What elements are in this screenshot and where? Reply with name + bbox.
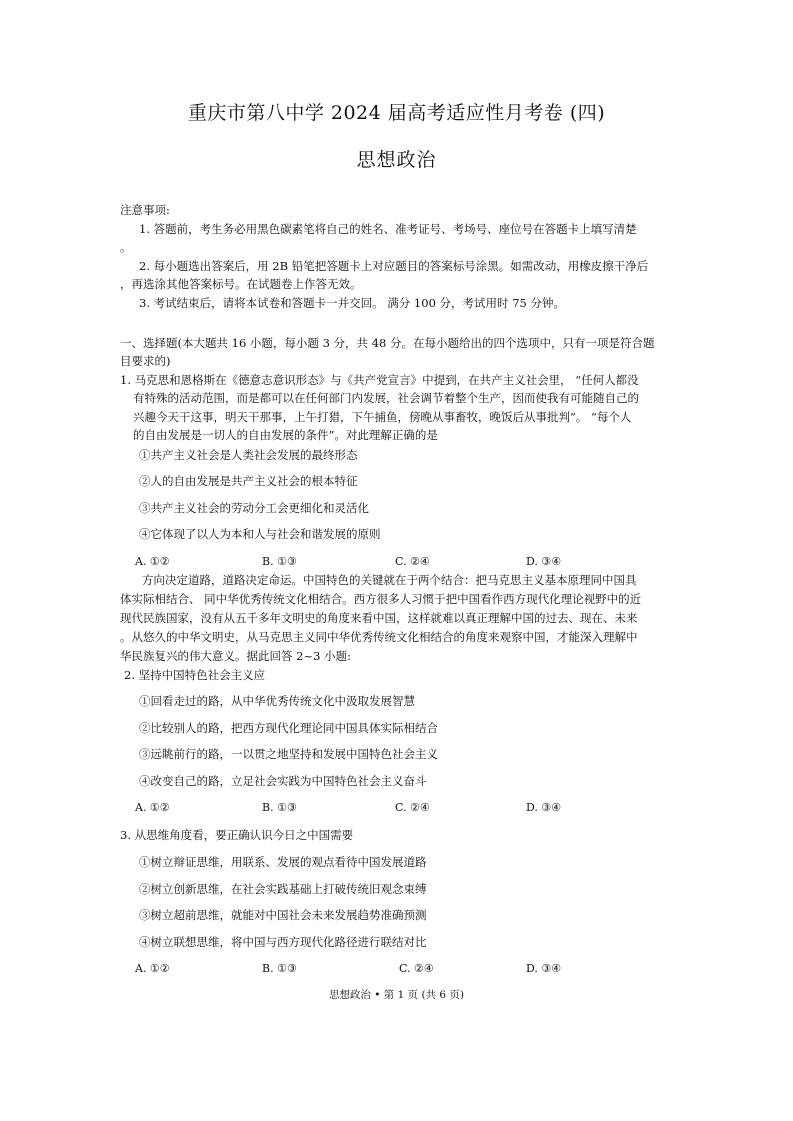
exam-title: 重庆市第八中学 2024 届高考适应性月考卷 (四) <box>187 102 606 124</box>
q1-stem-line-4: 的自由发展是一切人的自由发展的条件”。对此理解正确的是 <box>133 428 438 442</box>
page-footer: 思想政治 • 第 1 页 (共 6 页) <box>328 989 465 1001</box>
q2-option-c: C. ②④ <box>395 801 430 814</box>
passage-line-5: 华民族复兴的伟大意义。据此回答 2~3 小题: <box>120 649 351 663</box>
q3-statement-1: ①树立辩证思维，用联系、发展的观点看待中国发展道路 <box>139 855 427 869</box>
q2-option-b: B. ①③ <box>262 801 297 814</box>
notice-item-2-cont: ，再选涂其他答案标号。在试题卷上作答无效。 <box>120 277 362 291</box>
q2-statement-1: ①回看走过的路，从中华优秀传统文化中汲取发展智慧 <box>139 694 415 708</box>
q3-statement-2: ②树立创新思维，在社会实践基础上打破传统旧观念束缚 <box>139 882 427 896</box>
passage-line-4: 。从悠久的中华文明史，从马克思主义同中华优秀传统文化相结合的角度来观察中国，才能深入理解中 <box>120 630 638 644</box>
notice-item-2: 2. 每小题选出答案后，用 2B 铅笔把答题卡上对应题目的答案标号涂黑。如需改动，用橡皮擦干净后 <box>139 259 649 273</box>
q1-statement-3: ③共产主义社会的劳动分工会更细化和灵活化 <box>139 501 369 515</box>
q1-stem-line-1: 1. 马克思和恩格斯在《德意志意识形态》与《共产党宣言》中提到，在共产主义社会里， “任何人都没 <box>120 373 639 387</box>
section-heading: 一、选择题(本大题共 16 小题，每小题 3 分，共 48 分。在每小题给出的四个选项中，只有一项是符合题 <box>120 336 655 350</box>
notice-item-1-cont: 。 <box>120 240 132 254</box>
passage-line-2: 体实际相结合、 同中华优秀传统文化相结合。西方很多人习惯于把中国看作西方现代化理论视野中的近 <box>120 592 642 606</box>
q2-statement-3: ③远眺前行的路，一以贯之地坚持和发展中国特色社会主义 <box>139 747 438 761</box>
q1-statement-2: ②人的自由发展是共产主义社会的根本特征 <box>139 474 358 488</box>
q1-option-b: B. ①③ <box>262 555 297 568</box>
q1-statement-4: ④它体现了以人为本和人与社会和谐发展的原则 <box>139 527 381 541</box>
q2-stem: 2. 坚持中国特色社会主义应 <box>124 668 266 682</box>
q1-option-d: D. ③④ <box>526 555 562 568</box>
q1-stem-line-2: 有特殊的活动范围，而是都可以在任何部门内发展，社会调节着整个生产，因而使我有可能随自己的 <box>133 391 639 405</box>
q1-statement-1: ①共产主义社会是人类社会发展的最终形态 <box>139 448 358 462</box>
q3-statement-4: ④树立联想思维，将中国与西方现代化路径进行联结对比 <box>139 935 427 949</box>
q1-option-c: C. ②④ <box>395 555 430 568</box>
q3-stem: 3. 从思维角度看，要正确认识今日之中国需要 <box>120 828 354 842</box>
notice-item-3: 3. 考试结束后，请将本试卷和答题卡一并交回。 满分 100 分，考试用时 75 分钟。 <box>139 296 565 310</box>
notice-item-1: 1. 答题前，考生务必用黑色碳素笔将自己的姓名、准考证号、考场号、座位号在答题卡上填写清楚 <box>139 222 637 236</box>
q2-option-d: D. ③④ <box>526 801 562 814</box>
q2-statement-4: ④改变自己的路，立足社会实践为中国特色社会主义奋斗 <box>139 774 427 788</box>
q2-statement-2: ②比较别人的路，把西方现代化理论同中国具体实际相结合 <box>139 721 438 735</box>
q3-option-c: C. ②④ <box>399 962 434 975</box>
q3-option-d: D. ③④ <box>526 962 562 975</box>
passage-line-3: 现代民族国家，没有从五千多年文明史的角度来看中国，这样就难以真正理解中国的过去、现在、未来 <box>120 611 638 625</box>
q1-stem-line-3: 兴趣今天干这事，明天干那事，上午打猎，下午捕鱼，傍晚从事畜牧，晚饭后从事批判”。 “每个人 <box>133 410 632 424</box>
q1-option-a: A. ①② <box>135 555 170 568</box>
q2-option-a: A. ①② <box>135 801 170 814</box>
q3-option-a: A. ①② <box>135 962 170 975</box>
subject-title: 思想政治 <box>356 149 437 171</box>
passage-line-1: 方向决定道路，道路决定命运。中国特色的关键就在于两个结合：把马克思主义基本原理同中国具 <box>142 573 637 587</box>
notice-heading: 注意事项: <box>120 203 170 217</box>
q3-statement-3: ③树立超前思维，就能对中国社会未来发展趋势准确预测 <box>139 908 427 922</box>
q3-option-b: B. ①③ <box>262 962 297 975</box>
section-heading-cont: 目要求的) <box>120 354 171 368</box>
